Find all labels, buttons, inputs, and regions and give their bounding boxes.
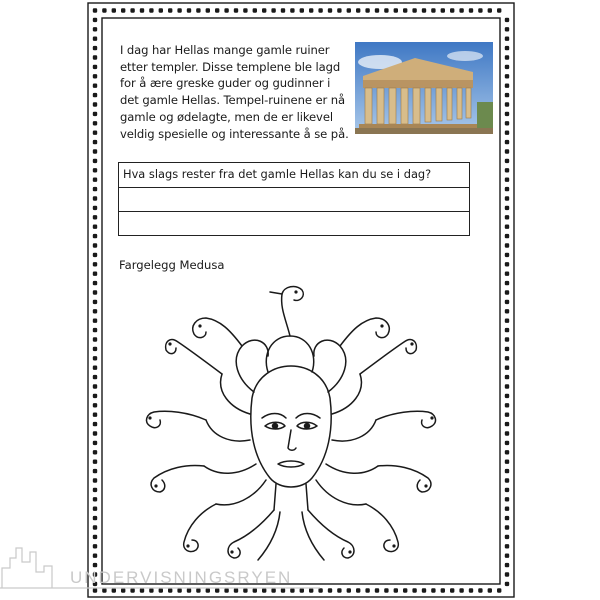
frame-dot	[505, 300, 509, 304]
frame-dot	[505, 366, 509, 370]
frame-dot	[505, 55, 509, 59]
frame-dot	[168, 8, 172, 12]
frame-dot	[431, 8, 435, 12]
frame-dot	[394, 8, 398, 12]
frame-dot	[505, 272, 509, 276]
frame-dot	[375, 588, 379, 592]
frame-dot	[93, 356, 97, 360]
frame-dot	[356, 588, 360, 592]
frame-dot	[478, 8, 482, 12]
frame-dot	[505, 65, 509, 69]
frame-dot	[93, 366, 97, 370]
frame-dot	[505, 441, 509, 445]
frame-dot	[505, 149, 509, 153]
intro-line: det gamle Hellas. Tempel-ruinene er nå	[120, 93, 345, 108]
frame-dot	[431, 588, 435, 592]
frame-dot	[505, 121, 509, 125]
frame-dot	[505, 290, 509, 294]
frame-dot	[505, 168, 509, 172]
frame-dot	[93, 441, 97, 445]
frame-dot	[403, 8, 407, 12]
frame-dot	[93, 403, 97, 407]
frame-dot	[441, 588, 445, 592]
frame-dot	[505, 309, 509, 313]
frame-dot	[328, 8, 332, 12]
frame-dot	[93, 469, 97, 473]
frame-dot	[93, 413, 97, 417]
frame-dot	[93, 55, 97, 59]
frame-dot	[505, 93, 509, 97]
frame-dot	[93, 18, 97, 22]
frame-dot	[505, 178, 509, 182]
watermark-text: UNDERVISNINGSRYEN	[70, 568, 293, 587]
frame-dot	[93, 460, 97, 464]
frame-dot	[93, 422, 97, 426]
frame-dot	[93, 272, 97, 276]
parthenon-photo	[355, 42, 493, 134]
frame-dot	[505, 37, 509, 41]
frame-dot	[177, 8, 181, 12]
frame-dot	[253, 8, 257, 12]
frame-dot	[505, 206, 509, 210]
frame-dot	[93, 347, 97, 351]
frame-dot	[93, 328, 97, 332]
frame-dot	[243, 8, 247, 12]
frame-dot	[505, 253, 509, 257]
frame-dot	[412, 8, 416, 12]
frame-dot	[505, 478, 509, 482]
frame-dot	[505, 140, 509, 144]
frame-dot	[159, 8, 163, 12]
frame-dot	[93, 488, 97, 492]
frame-dot	[93, 309, 97, 313]
frame-dot	[112, 8, 116, 12]
frame-dot	[497, 588, 501, 592]
frame-dot	[140, 8, 144, 12]
frame-dot	[505, 328, 509, 332]
frame-dot	[102, 8, 106, 12]
frame-dot	[300, 8, 304, 12]
intro-line: I dag har Hellas mange gamle ruiner	[120, 43, 330, 57]
frame-dot	[93, 37, 97, 41]
frame-dot	[505, 563, 509, 567]
frame-dot	[206, 8, 210, 12]
frame-dot	[505, 281, 509, 285]
frame-dot	[505, 403, 509, 407]
frame-dot	[505, 159, 509, 163]
frame-dot	[505, 535, 509, 539]
frame-dot	[93, 102, 97, 106]
frame-dot	[93, 93, 97, 97]
frame-dot	[488, 588, 492, 592]
frame-dot	[93, 168, 97, 172]
question-table	[118, 162, 470, 236]
frame-dot	[93, 450, 97, 454]
frame-dot	[347, 8, 351, 12]
frame-dot	[93, 234, 97, 238]
frame-dot	[215, 8, 219, 12]
frame-dot	[93, 121, 97, 125]
frame-dot	[93, 507, 97, 511]
frame-dot	[93, 112, 97, 116]
frame-dot	[412, 588, 416, 592]
frame-dot	[93, 384, 97, 388]
frame-dot	[93, 497, 97, 501]
frame-dot	[93, 215, 97, 219]
frame-dot	[497, 8, 501, 12]
frame-dot	[450, 588, 454, 592]
frame-dot	[290, 8, 294, 12]
intro-line: gamle og ødelagte, men de er likevel	[120, 109, 333, 124]
frame-dot	[505, 488, 509, 492]
answer-line[interactable]	[119, 212, 469, 237]
frame-dot	[93, 431, 97, 435]
frame-dot	[93, 74, 97, 78]
frame-dot	[422, 588, 426, 592]
frame-dot	[93, 46, 97, 50]
question-text: Hva slags rester fra det gamle Hellas kan du se i dag?	[119, 163, 469, 188]
frame-dot	[93, 253, 97, 257]
frame-dot	[478, 588, 482, 592]
frame-dot	[505, 450, 509, 454]
frame-dot	[281, 8, 285, 12]
frame-dot	[459, 588, 463, 592]
frame-dot	[505, 319, 509, 323]
frame-dot	[450, 8, 454, 12]
frame-dot	[505, 187, 509, 191]
frame-dot	[384, 8, 388, 12]
frame-dot	[505, 582, 509, 586]
frame-dot	[505, 18, 509, 22]
frame-dot	[93, 187, 97, 191]
frame-dot	[505, 394, 509, 398]
frame-dot	[93, 375, 97, 379]
frame-dot	[505, 460, 509, 464]
frame-dot	[505, 215, 509, 219]
frame-dot	[505, 469, 509, 473]
frame-dot	[196, 8, 200, 12]
frame-dot	[93, 196, 97, 200]
frame-dot	[375, 8, 379, 12]
frame-dot	[505, 196, 509, 200]
frame-dot	[234, 8, 238, 12]
frame-dot	[505, 384, 509, 388]
frame-dot	[505, 46, 509, 50]
frame-dot	[394, 588, 398, 592]
frame-dot	[93, 140, 97, 144]
frame-dot	[505, 131, 509, 135]
frame-dot	[356, 8, 360, 12]
frame-dot	[505, 102, 509, 106]
frame-dot	[505, 554, 509, 558]
frame-dot	[318, 8, 322, 12]
frame-dot	[93, 178, 97, 182]
frame-dot	[505, 544, 509, 548]
frame-dot	[93, 394, 97, 398]
frame-dot	[93, 65, 97, 69]
frame-dot	[505, 243, 509, 247]
frame-dot	[93, 525, 97, 529]
frame-dot	[505, 84, 509, 88]
frame-dot	[224, 8, 228, 12]
frame-dot	[309, 8, 313, 12]
frame-dot	[422, 8, 426, 12]
frame-dot	[505, 225, 509, 229]
frame-dot	[271, 8, 275, 12]
frame-dot	[121, 8, 125, 12]
frame-dot	[505, 507, 509, 511]
medusa-coloring-illustration	[130, 280, 450, 580]
intro-line: for å ære greske guder og gudinner i	[120, 76, 331, 91]
frame-dot	[365, 8, 369, 12]
frame-dot	[328, 588, 332, 592]
frame-dot	[505, 234, 509, 238]
frame-dot	[441, 8, 445, 12]
frame-dot	[505, 375, 509, 379]
frame-dot	[505, 422, 509, 426]
frame-dot	[337, 8, 341, 12]
answer-line[interactable]	[119, 188, 469, 213]
frame-dot	[93, 290, 97, 294]
frame-dot	[93, 243, 97, 247]
frame-dot	[93, 319, 97, 323]
frame-dot	[93, 159, 97, 163]
frame-dot	[93, 262, 97, 266]
frame-dot	[505, 413, 509, 417]
frame-dot	[337, 588, 341, 592]
frame-dot	[505, 74, 509, 78]
frame-dot	[488, 8, 492, 12]
frame-dot	[93, 84, 97, 88]
frame-dot	[93, 131, 97, 135]
frame-dot	[93, 27, 97, 31]
frame-dot	[93, 8, 97, 12]
coloring-title: Fargelegg Medusa	[119, 258, 225, 272]
frame-dot	[505, 27, 509, 31]
frame-dot	[505, 516, 509, 520]
frame-dot	[505, 497, 509, 501]
frame-dot	[505, 572, 509, 576]
frame-dot	[505, 262, 509, 266]
frame-dot	[93, 516, 97, 520]
intro-paragraph	[120, 42, 352, 142]
frame-dot	[130, 8, 134, 12]
frame-dot	[505, 356, 509, 360]
frame-dot	[149, 8, 153, 12]
frame-dot	[384, 588, 388, 592]
frame-dot	[469, 8, 473, 12]
intro-line: veldig spesielle og interessante å se på.	[120, 126, 349, 141]
frame-dot	[93, 337, 97, 341]
frame-dot	[403, 588, 407, 592]
frame-dot	[505, 347, 509, 351]
frame-dot	[347, 588, 351, 592]
frame-dot	[365, 588, 369, 592]
frame-dot	[93, 206, 97, 210]
frame-dot	[505, 431, 509, 435]
frame-dot	[93, 281, 97, 285]
intro-line: etter templer. Disse templene ble lagd	[120, 59, 341, 74]
frame-dot	[93, 149, 97, 153]
frame-dot	[262, 8, 266, 12]
frame-dot	[505, 112, 509, 116]
frame-dot	[459, 8, 463, 12]
frame-dot	[93, 300, 97, 304]
frame-dot	[505, 337, 509, 341]
frame-dot	[469, 588, 473, 592]
frame-dot	[93, 478, 97, 482]
frame-dot	[93, 225, 97, 229]
frame-dot	[505, 525, 509, 529]
frame-dot	[187, 8, 191, 12]
